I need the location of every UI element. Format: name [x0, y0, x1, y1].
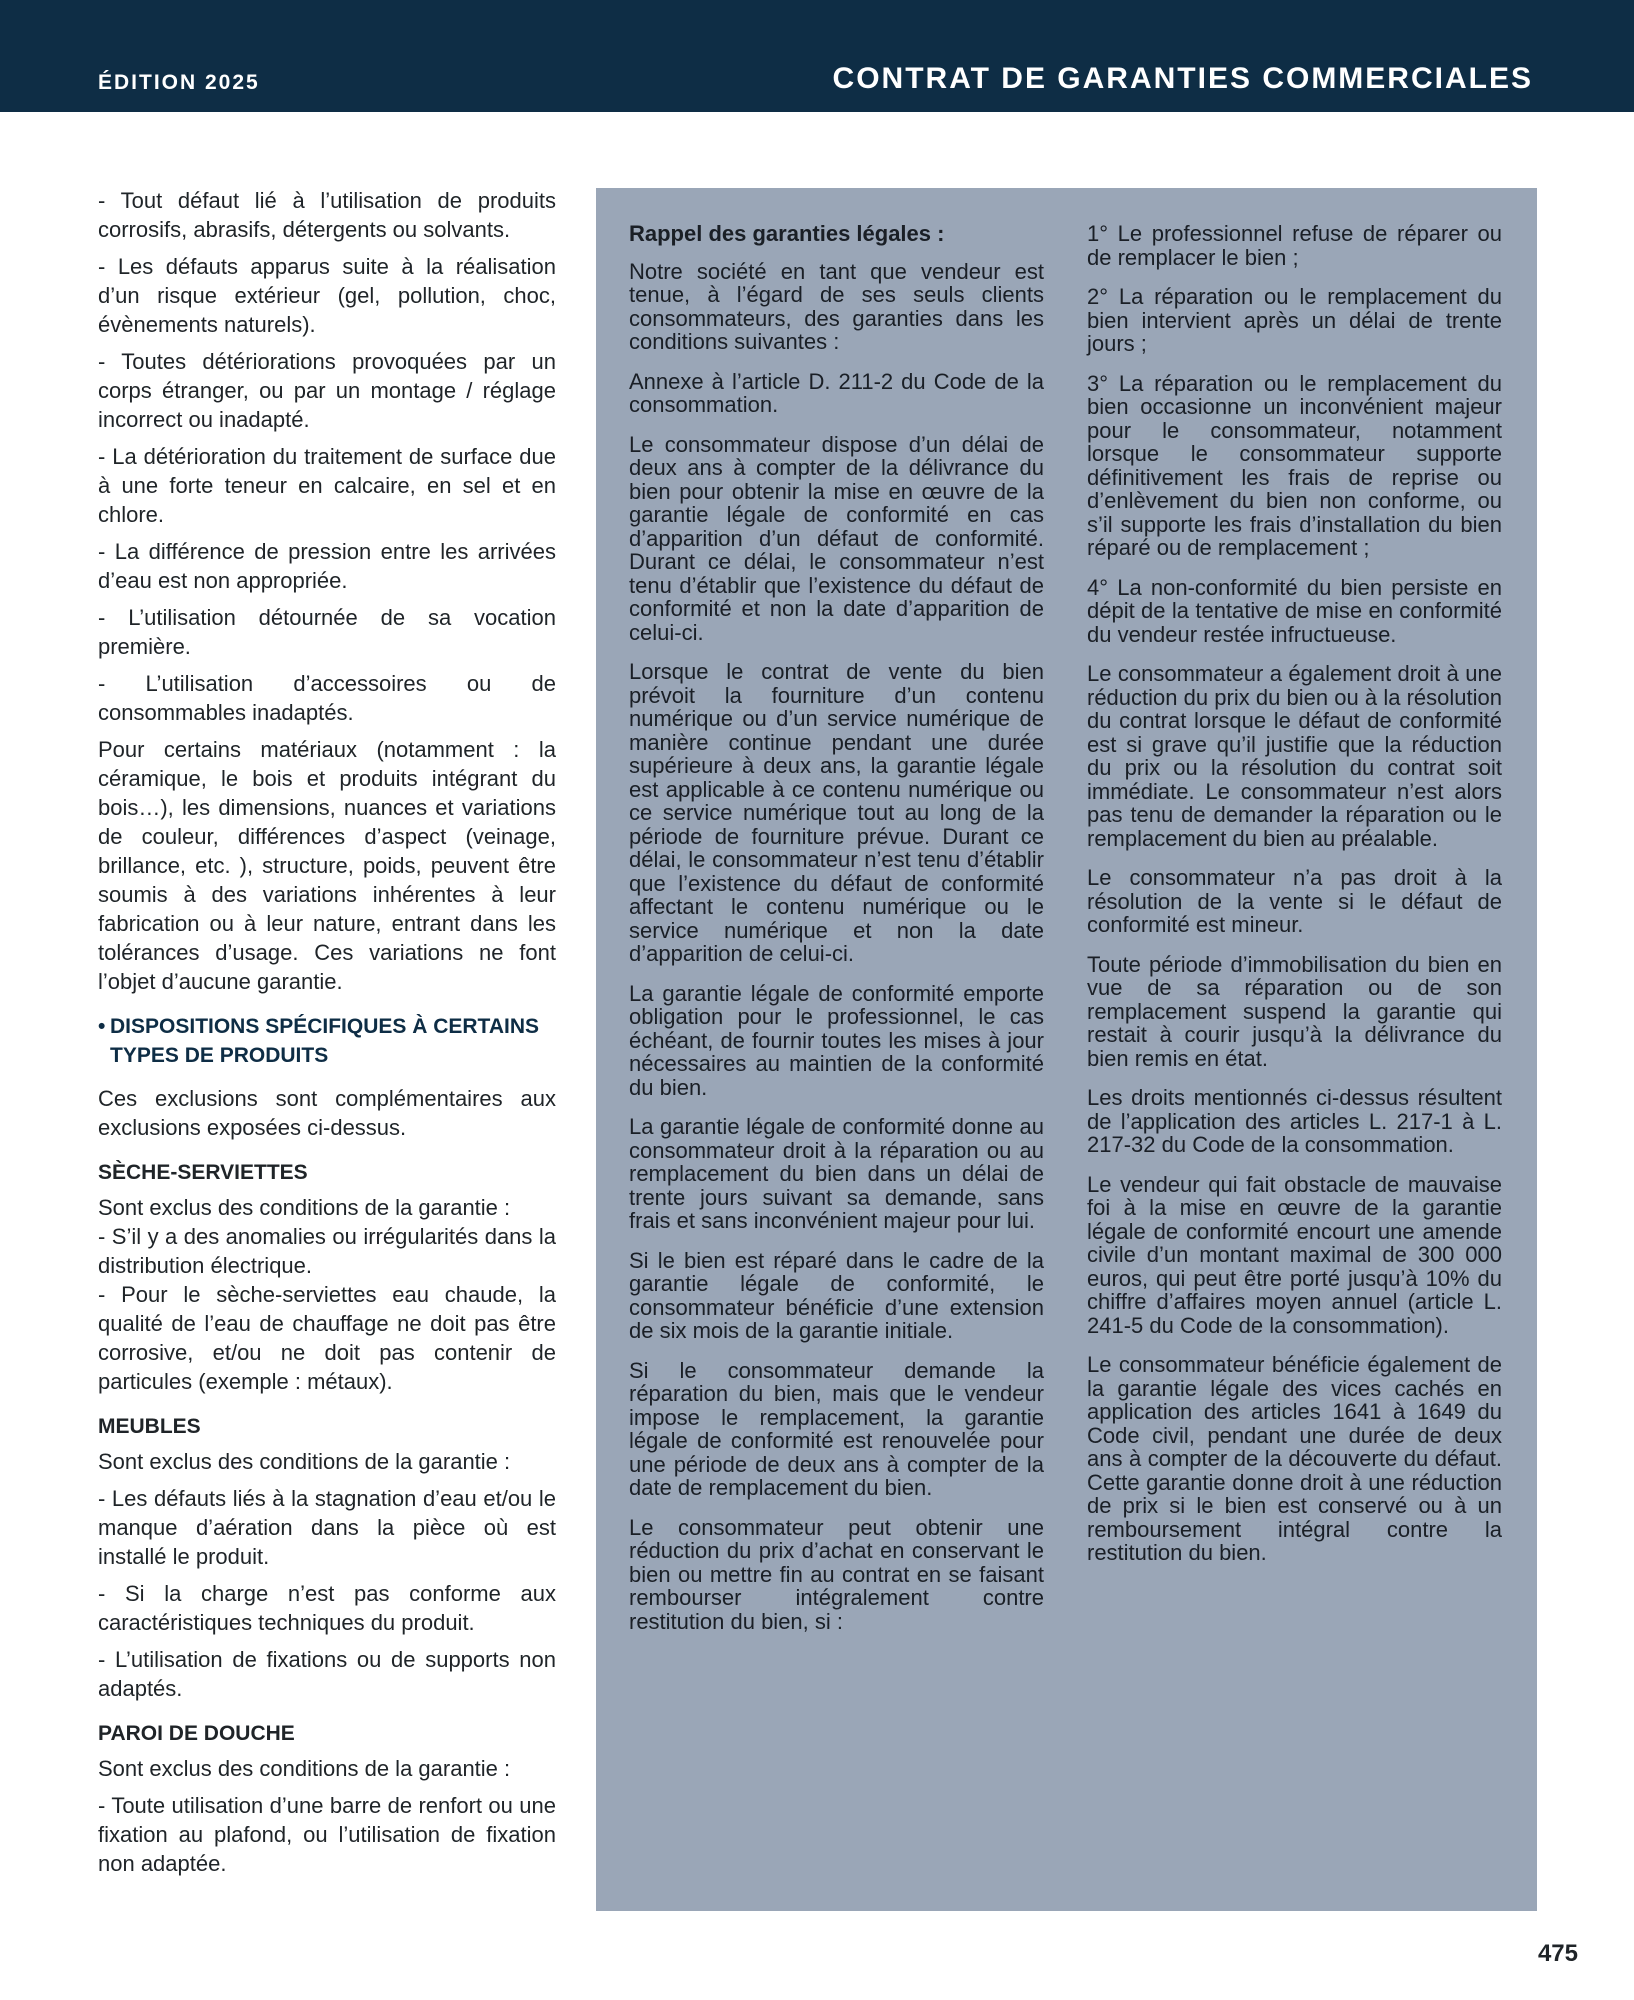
left-column — [98, 186, 556, 1886]
paroi-intro: Sont exclus des conditions de la garantie : — [98, 1756, 511, 1781]
specific-provisions-heading — [98, 1012, 556, 1070]
legal-paragraph: Si le consommateur demande la réparation du bien, mais que le vendeur impose le remplacement, la garantie légale de conformité est renouvelée pour une période de deux ans à compter de la date de remplacement du bien. — [629, 1357, 1044, 1500]
exclusion-item: - L’utilisation détournée de sa vocation première. — [98, 605, 556, 659]
legal-box-column-2 — [1087, 222, 1502, 1581]
legal-paragraph: Le consommateur n’a pas droit à la résolution de la vente si le défaut de conformité est mineur. — [1087, 865, 1502, 937]
materials-paragraph: Pour certains matériaux (notamment : la céramique, le bois et produits intégrant du bois…), les dimensions, nuances et variations de couleur, différences d’aspect (veinage, brillance, etc. ), structure, poids, peuvent être soumis à des variations inhérentes à leur fabrication ou à leur nature, entrant dans les tolérances d’usage. Ces variations ne font l’objet d’aucune garantie. — [98, 737, 556, 994]
exclusion-item: - La détérioration du traitement de surface due à une forte teneur en calcaire, en sel et en chlore. — [98, 444, 556, 527]
meubles-item: - Si la charge n’est pas conforme aux caractéristiques techniques du produit. — [98, 1581, 556, 1635]
exclusion-item: - Les défauts apparus suite à la réalisation d’un risque extérieur (gel, pollution, choc, évènements naturels). — [98, 254, 556, 337]
legal-guarantees-box — [596, 188, 1537, 1911]
document-title: CONTRAT DE GARANTIES COMMERCIALES — [832, 62, 1533, 95]
meubles-heading: MEUBLES — [98, 1415, 201, 1438]
legal-paragraph: 1° Le professionnel refuse de réparer ou de remplacer le bien ; — [1087, 221, 1502, 270]
page-number: 475 — [1537, 1940, 1578, 1967]
exclusion-item: - Toutes détériorations provoquées par un corps étranger, ou par un montage / réglage incorrect ou inadapté. — [98, 349, 556, 432]
specific-provisions-heading-text: DISPOSITIONS SPÉCIFIQUES À CERTAINS TYPES DE PRODUITS — [110, 1015, 540, 1067]
legal-paragraph: Le vendeur qui fait obstacle de mauvaise foi à la mise en œuvre de la garantie légale de conformité encourt une amende civile d’un montant maximal de 300 000 euros, qui peut être porté jusqu’à 10% du chiffre d’affaires moyen annuel (article L. 241-5 du Code de la consommation). — [1087, 1171, 1502, 1338]
page-header — [0, 0, 1634, 112]
legal-paragraph: Le consommateur dispose d’un délai de deux ans à compter de la délivrance du bien pour obtenir la mise en œuvre de la garantie légale de conformité en cas d’apparition d’un défaut de conformité. Durant ce délai, le consommateur n’est tenu d’établir que l’existence du défaut de conformité et non la date d’apparition de celui-ci. — [629, 431, 1044, 645]
seche-serviettes-heading: SÈCHE-SERVIETTES — [98, 1161, 308, 1184]
meubles-item: - Les défauts liés à la stagnation d’eau et/ou le manque d’aération dans la pièce où est installé le produit. — [98, 1486, 556, 1569]
legal-paragraph: Le consommateur a également droit à une réduction du prix du bien ou à la résolution du contrat lorsque le défaut de conformité est si grave qu’il justifie que la réduction du prix ou la résolution du contrat soit immédiate. Le consommateur n’est alors pas tenu de demander la réparation ou le remplacement du bien au préalable. — [1087, 661, 1502, 851]
paroi-heading: PAROI DE DOUCHE — [98, 1722, 295, 1745]
seche-serviettes-item: - S’il y a des anomalies ou irrégularités dans la distribution électrique. — [98, 1224, 556, 1278]
meubles-item: - L’utilisation de fixations ou de supports non adaptés. — [98, 1647, 556, 1701]
legal-paragraph: Les droits mentionnés ci-dessus résultent de l’application des articles L. 217-1 à L. 217-32 du Code de la consommation. — [1087, 1085, 1502, 1157]
legal-paragraph: Si le bien est réparé dans le cadre de la garantie légale de conformité, le consommateur bénéficie d’une extension de six mois de la garantie initiale. — [629, 1247, 1044, 1343]
seche-serviettes-item: - Pour le sèche-serviettes eau chaude, la qualité de l’eau de chauffage ne doit pas être corrosive, et/ou ne doit pas contenir de particules (exemple : métaux). — [98, 1282, 556, 1394]
exclusion-item: - Tout défaut lié à l’utilisation de produits corrosifs, abrasifs, détergents ou solvants. — [98, 188, 556, 242]
legal-paragraph: Lorsque le contrat de vente du bien prévoit la fourniture d’un contenu numérique ou d’un service numérique de manière continue pendant une durée supérieure à deux ans, la garantie légale est applicable à ce contenu numérique ou ce service numérique tout au long de la période de fourniture prévue. Durant ce délai, le consommateur n’est tenu d’établir que l’existence du défaut de conformité affectant le contenu numérique ou le service numérique et non la date d’apparition de celui-ci. — [629, 659, 1044, 966]
legal-paragraph: 3° La réparation ou le remplacement du bien occasionne un inconvénient majeur pour le consommateur, notamment lorsque le consommateur supporte définitivement les frais de reprise ou d’enlèvement du bien non conforme, ou s’il supporte les frais d’installation du bien réparé ou de remplacement ; — [1087, 370, 1502, 560]
legal-paragraph: Notre société en tant que vendeur est tenue, à l’égard de ses seuls clients consommateurs, des garanties dans les conditions suivantes : — [629, 258, 1044, 354]
edition-label: ÉDITION 2025 — [98, 71, 260, 94]
legal-paragraph: 4° La non-conformité du bien persiste en dépit de la tentative de mise en conformité du vendeur restée infructueuse. — [1087, 574, 1502, 647]
legal-box-title: Rappel des garanties légales : — [629, 221, 945, 246]
section-intro: Ces exclusions sont complémentaires aux exclusions exposées ci-dessus. — [98, 1086, 556, 1140]
legal-paragraph: Annexe à l’article D. 211-2 du Code de la consommation. — [629, 368, 1044, 417]
seche-serviettes-intro: Sont exclus des conditions de la garantie : — [98, 1195, 511, 1220]
paroi-item: - Toute utilisation d’une barre de renfort ou une fixation au plafond, ou l’utilisation de fixation non adaptée. — [98, 1793, 556, 1876]
exclusion-item: - L’utilisation d’accessoires ou de consommables inadaptés. — [98, 671, 556, 725]
legal-box-column-1 — [629, 222, 1044, 1649]
legal-paragraph: Toute période d’immobilisation du bien en vue de sa réparation ou de son remplacement suspend la garantie qui restait à courir jusqu’à la délivrance du bien remis en état. — [1087, 951, 1502, 1071]
legal-paragraph: La garantie légale de conformité emporte obligation pour le professionnel, le cas échéant, de fournir toutes les mises à jour nécessaires au maintien de la conformité du bien. — [629, 980, 1044, 1100]
legal-paragraph: Le consommateur bénéficie également de la garantie légale des vices cachés en application des articles 1641 à 1649 du Code civil, pendant une durée de deux ans à compter de la découverte du défaut. Cette garantie donne droit à une réduction de prix si le bien est conservé ou à un remboursement intégral contre la restitution du bien. — [1087, 1352, 1502, 1565]
legal-paragraph: La garantie légale de conformité donne au consommateur droit à la réparation ou au remplacement du bien dans un délai de trente jours suivant sa demande, sans frais et sans inconvénient majeur pour lui. — [629, 1114, 1044, 1233]
legal-paragraph: Le consommateur peut obtenir une réduction du prix d’achat en conservant le bien ou mettre fin au contrat en se faisant rembourser intégralement contre restitution du bien, si : — [629, 1514, 1044, 1634]
legal-paragraph: 2° La réparation ou le remplacement du bien intervient après un délai de trente jours ; — [1087, 284, 1502, 356]
meubles-intro: Sont exclus des conditions de la garantie : — [98, 1449, 511, 1474]
exclusion-item: - La différence de pression entre les arrivées d’eau est non appropriée. — [98, 539, 556, 593]
bullet-icon: • — [98, 1015, 106, 1038]
